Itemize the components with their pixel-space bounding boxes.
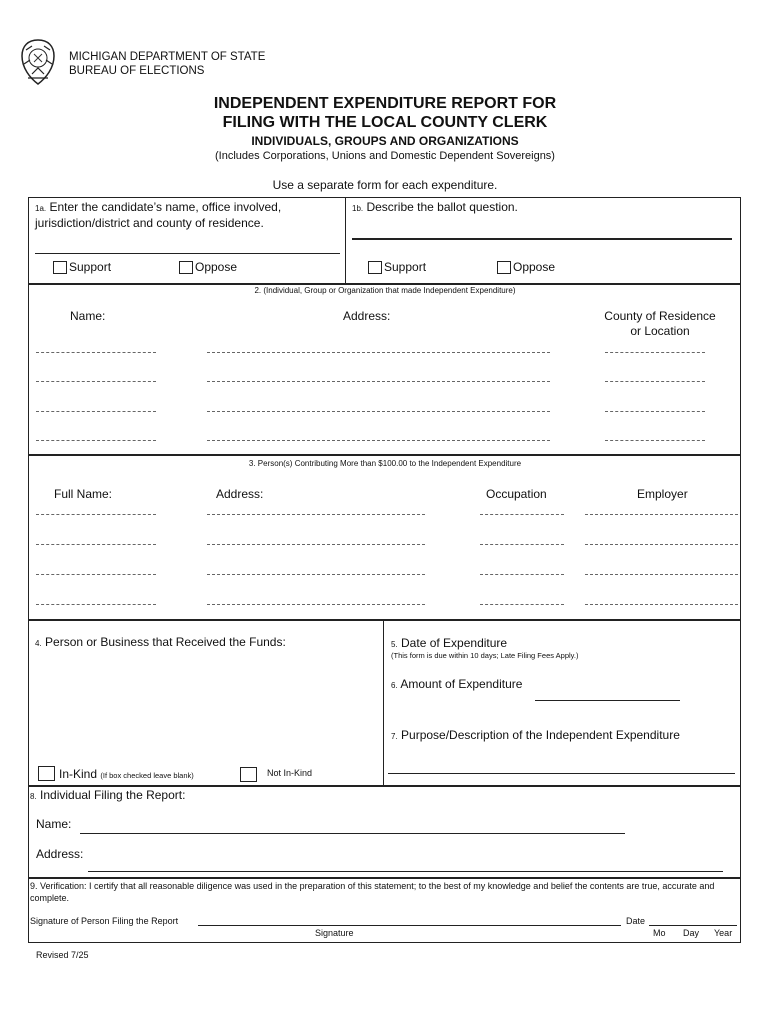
s3-name-line-1[interactable] xyxy=(36,514,156,515)
section-9-text: Verification: I certify that all reasonable diligence was used in the preparation of this statement; to the best of my knowledge and belief the contents are true, accurate and complete. xyxy=(30,881,715,903)
s3-occupation-line-3[interactable] xyxy=(480,574,564,575)
section-2-county-line1: County of Residence xyxy=(604,309,716,323)
date-mo-label: Mo xyxy=(653,928,666,938)
section-3-occupation-header: Occupation xyxy=(486,487,547,501)
section-8-number: 8. xyxy=(30,792,37,801)
s2-county-line-1[interactable] xyxy=(605,352,705,353)
s3-address-line-4[interactable] xyxy=(207,604,425,605)
section-3-address-header: Address: xyxy=(216,487,264,501)
section-4-number: 4. xyxy=(35,639,42,648)
section-7-number: 7. xyxy=(391,732,398,741)
section-5-number: 5. xyxy=(391,640,398,649)
section-3-fullname-header: Full Name: xyxy=(54,487,113,501)
1a-oppose-checkbox[interactable] xyxy=(179,261,193,274)
s2-county-line-2[interactable] xyxy=(605,381,705,382)
date-label: Date xyxy=(626,916,646,926)
1b-support-checkbox[interactable] xyxy=(368,261,382,274)
s2-address-line-1[interactable] xyxy=(207,352,550,353)
revised-note: Revised 7/25 xyxy=(36,950,89,960)
section-1b-number: 1b. xyxy=(352,204,364,213)
section-5-prompt xyxy=(391,636,507,652)
s3-occupation-line-1[interactable] xyxy=(480,514,564,515)
date-input-line[interactable] xyxy=(649,925,737,926)
inkind-note: (If box checked leave blank) xyxy=(100,771,194,780)
section-3-employer-header: Employer xyxy=(637,487,688,501)
section-7-prompt xyxy=(391,728,680,744)
s3-employer-line-4[interactable] xyxy=(585,604,738,605)
s2-name-line-2[interactable] xyxy=(36,381,156,382)
section-6-text: Amount of Expenditure xyxy=(400,677,523,691)
amount-input-line[interactable] xyxy=(535,700,680,701)
section-6-prompt xyxy=(391,677,522,693)
signature-label: Signature of Person Filing the Report xyxy=(30,916,179,926)
section-6-number: 6. xyxy=(391,681,398,690)
1a-oppose-label: Oppose xyxy=(195,260,238,274)
section-3-box xyxy=(28,455,741,620)
section-4-prompt xyxy=(35,635,286,651)
signature-input-line[interactable] xyxy=(198,925,621,926)
section-2-address-header: Address: xyxy=(343,309,391,323)
signature-caption: Signature xyxy=(315,928,354,938)
section-9-number: 9. xyxy=(30,881,38,891)
section-3-caption-text: Person(s) Contributing More than $100.00 to the Independent Expenditure xyxy=(257,459,522,468)
s2-county-line-3[interactable] xyxy=(605,411,705,412)
s3-name-line-4[interactable] xyxy=(36,604,156,605)
s3-address-line-3[interactable] xyxy=(207,574,425,575)
section-1-divider xyxy=(345,197,346,284)
form-title-line1: INDEPENDENT EXPENDITURE REPORT FOR xyxy=(213,95,557,112)
section-1b-prompt xyxy=(352,200,518,216)
s3-occupation-line-2[interactable] xyxy=(480,544,564,545)
s3-name-line-2[interactable] xyxy=(36,544,156,545)
inkind-label-text: In-Kind xyxy=(59,767,98,781)
section-2-number: 2. xyxy=(254,286,262,295)
section-2-name-header: Name: xyxy=(70,309,106,323)
1a-support-checkbox[interactable] xyxy=(53,261,67,274)
not-inkind-checkbox[interactable] xyxy=(240,767,257,782)
section-7-text: Purpose/Description of the Independent Expenditure xyxy=(401,728,680,742)
s3-address-line-2[interactable] xyxy=(207,544,425,545)
section-1a-text-line2: jurisdiction/district and county of residence. xyxy=(35,216,264,230)
filer-address-input-line[interactable] xyxy=(88,871,723,872)
date-year-label: Year xyxy=(714,928,733,938)
inkind-checkbox[interactable] xyxy=(38,766,55,781)
1b-support-label: Support xyxy=(384,260,427,274)
michigan-seal-logo xyxy=(18,38,58,86)
s3-occupation-line-4[interactable] xyxy=(480,604,564,605)
department-name: MICHIGAN DEPARTMENT OF STATE xyxy=(69,51,266,63)
section-4-text: Person or Business that Received the Funds: xyxy=(45,635,286,649)
form-title-line2: FILING WITH THE LOCAL COUNTY CLERK xyxy=(222,114,548,131)
1b-oppose-label: Oppose xyxy=(513,260,556,274)
section-1a-prompt xyxy=(35,200,335,231)
s2-address-line-3[interactable] xyxy=(207,411,550,412)
s3-employer-line-2[interactable] xyxy=(585,544,738,545)
s3-employer-line-3[interactable] xyxy=(585,574,738,575)
1b-oppose-checkbox[interactable] xyxy=(497,261,511,274)
date-day-label: Day xyxy=(683,928,700,938)
section-4-7-divider xyxy=(383,620,384,786)
form-subtitle: INDIVIDUALS, GROUPS AND ORGANIZATIONS xyxy=(251,134,519,148)
inkind-label xyxy=(59,767,194,783)
section-1a-number: 1a. xyxy=(35,204,47,213)
section-1b-text: Describe the ballot question. xyxy=(366,200,518,214)
section-5-text: Date of Expenditure xyxy=(401,636,508,650)
filer-name-input-line[interactable] xyxy=(80,833,625,834)
section-2-county-line2: or Location xyxy=(630,324,690,338)
section-5-note: (This form is due within 10 days; Late Filing Fees Apply.) xyxy=(391,651,579,660)
s3-employer-line-1[interactable] xyxy=(585,514,738,515)
section-8-prompt xyxy=(30,788,185,804)
section-3-number: 3. xyxy=(248,459,256,468)
section-2-county-header xyxy=(590,309,730,339)
section-9-verification xyxy=(30,880,738,904)
form-instruction: Use a separate form for each expenditure. xyxy=(272,178,498,192)
s2-name-line-3[interactable] xyxy=(36,411,156,412)
1a-support-label: Support xyxy=(69,260,112,274)
section-8-text: Individual Filing the Report: xyxy=(40,788,186,802)
section-8-name-label: Name: xyxy=(36,817,72,831)
form-includes-note: (Includes Corporations, Unions and Domestic Dependent Sovereigns) xyxy=(215,150,555,162)
s2-address-line-4[interactable] xyxy=(207,440,550,441)
s2-county-line-4[interactable] xyxy=(605,440,705,441)
s2-name-line-4[interactable] xyxy=(36,440,156,441)
purpose-input-line[interactable] xyxy=(388,773,735,774)
s3-name-line-3[interactable] xyxy=(36,574,156,575)
ballot-question-input-line[interactable] xyxy=(352,238,732,240)
s3-address-line-1[interactable] xyxy=(207,514,425,515)
section-2-caption-text: (Individual, Group or Organization that made Independent Expenditure) xyxy=(263,286,516,295)
not-inkind-label: Not In-Kind xyxy=(267,768,313,778)
section-2-caption xyxy=(0,286,770,295)
s2-address-line-2[interactable] xyxy=(207,381,550,382)
bureau-name: BUREAU OF ELECTIONS xyxy=(69,65,205,77)
s2-name-line-1[interactable] xyxy=(36,352,156,353)
section-1a-text-line1: Enter the candidate’s name, office involved, xyxy=(49,200,282,214)
section-8-address-label: Address: xyxy=(36,847,84,861)
candidate-input-line[interactable] xyxy=(35,253,340,254)
section-3-caption xyxy=(0,459,770,468)
